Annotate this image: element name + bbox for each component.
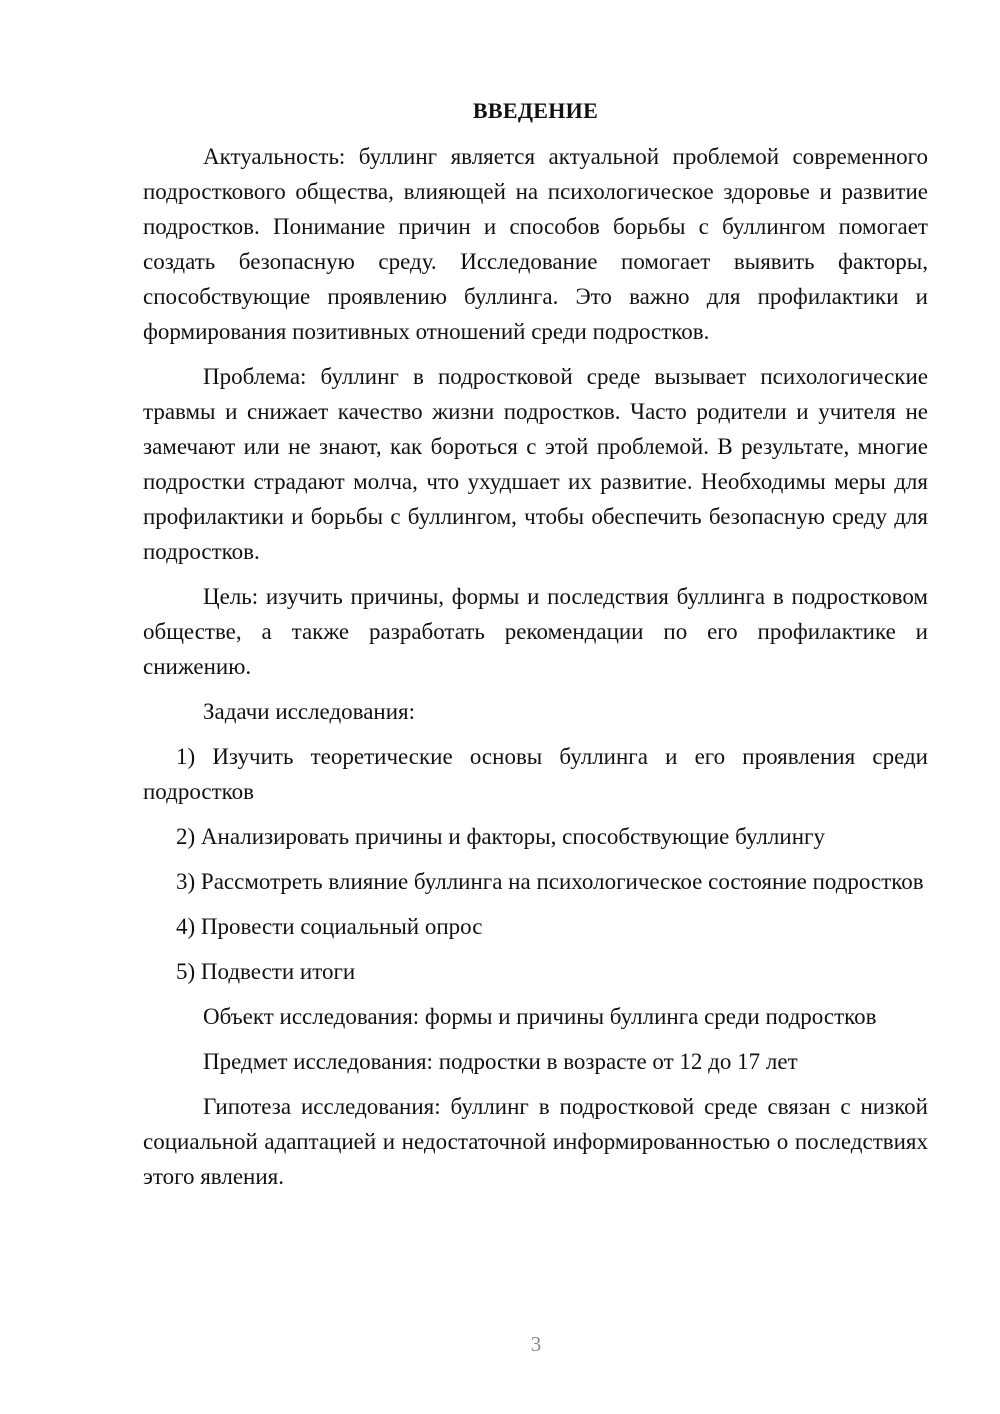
- list-item: 2) Анализировать причины и факторы, способствующие буллингу: [176, 824, 825, 849]
- tasks-list: [143, 739, 928, 989]
- list-item: 3) Рассмотреть влияние буллинга на психологическое состояние подростков: [176, 869, 924, 894]
- paragraph-relevance: Актуальность: буллинг является актуальной проблемой современного подросткового общества, влияющей на психологическое здоровье и развитие подростков. Понимание причин и способов борьбы с буллингом помогает создать безопасную среду. Исследование помогает выявить факторы, способствующие проявлению буллинга. Это важно для профилактики и формирования позитивных отношений среди подростков.: [143, 144, 928, 344]
- tasks-heading: Задачи исследования:: [203, 699, 416, 724]
- page-title: ВВЕДЕНИЕ: [472, 98, 599, 123]
- paragraph-hypothesis: Гипотеза исследования: буллинг в подростковой среде связан с низкой социальной адаптацией и недостаточной информированностью о последствиях этого явления.: [143, 1094, 928, 1189]
- paragraph-subject: Предмет исследования: подростки в возрасте от 12 до 17 лет: [203, 1049, 798, 1074]
- paragraph-object: Объект исследования: формы и причины буллинга среди подростков: [203, 1004, 877, 1029]
- page-number: 3: [530, 1332, 542, 1356]
- page-content: [143, 96, 928, 1204]
- paragraph-goal: Цель: изучить причины, формы и последствия буллинга в подростковом обществе, а также разработать рекомендации по его профилактике и снижению.: [143, 584, 928, 679]
- list-item: 4) Провести социальный опрос: [176, 914, 483, 939]
- list-item: 1) Изучить теоретические основы буллинга и его проявления среди подростков: [143, 744, 928, 804]
- list-item: 5) Подвести итоги: [176, 959, 356, 984]
- paragraph-problem: Проблема: буллинг в подростковой среде вызывает психологические травмы и снижает качество жизни подростков. Часто родители и учителя не замечают или не знают, как бороться с этой проблемой. В результате, многие подростки страдают молча, что ухудшает их развитие. Необходимы меры для профилактики и борьбы с буллингом, чтобы обеспечить безопасную среду для подростков.: [143, 364, 928, 564]
